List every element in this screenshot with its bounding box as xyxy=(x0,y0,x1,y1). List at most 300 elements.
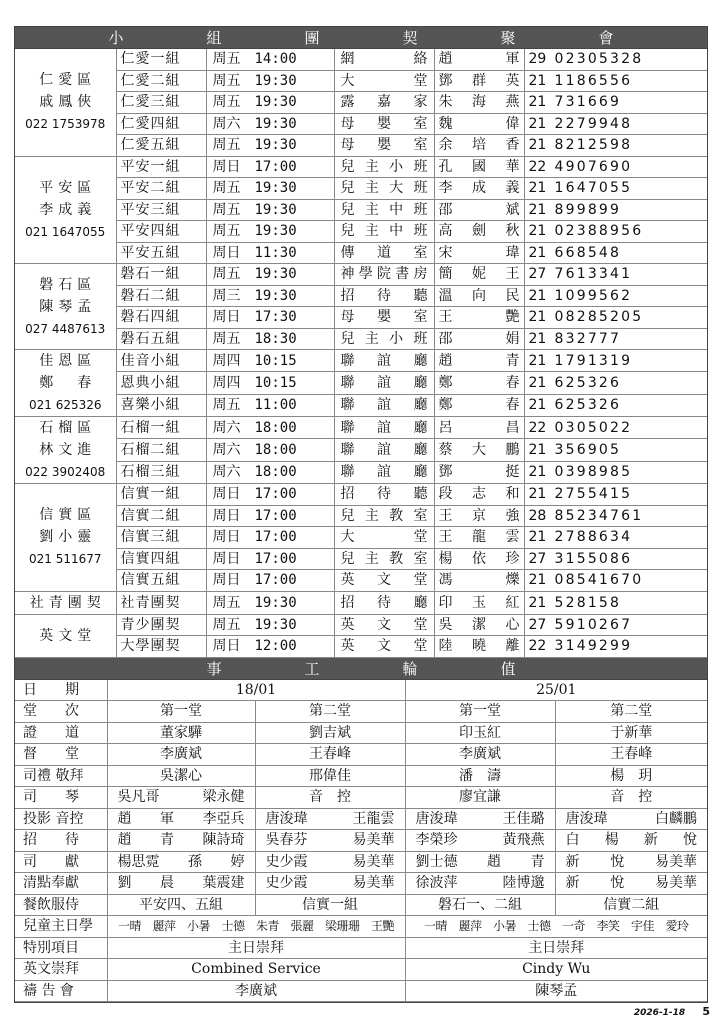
duty-cell-text: 董家驊 xyxy=(160,724,202,741)
duty-cell-text: 趙 軍 李亞兵 xyxy=(117,810,245,827)
group-time: 14:00 xyxy=(254,51,297,68)
district-cell xyxy=(15,156,116,264)
group-day: 周六 xyxy=(212,464,241,481)
group-day: 周六 xyxy=(212,441,241,458)
group-phone xyxy=(524,285,707,307)
group-phone xyxy=(524,221,707,243)
duty-cell-text: 楊思霓 孫 婷 xyxy=(117,853,245,870)
group-row xyxy=(15,372,707,394)
phone-prefix: 21 xyxy=(528,287,547,304)
phone-number: 2788634 xyxy=(554,529,633,546)
group-leader-text: 鄭 春 xyxy=(438,374,520,391)
group-row xyxy=(15,394,707,416)
group-schedule xyxy=(206,527,334,549)
phone-number: 02305328 xyxy=(554,51,644,68)
district-name: 石榴區 xyxy=(39,420,97,436)
duty-cell xyxy=(405,851,555,873)
group-schedule xyxy=(206,484,334,506)
phone-number: 899899 xyxy=(554,201,622,218)
group-schedule xyxy=(206,614,334,636)
group-schedule xyxy=(206,307,334,329)
group-leader-text: 魏 偉 xyxy=(438,115,520,132)
group-leader-text: 孔 國 華 xyxy=(438,158,520,175)
group-name: 石榴一組 xyxy=(116,417,206,439)
group-day: 周五 xyxy=(212,223,241,240)
group-name: 磐石二組 xyxy=(116,285,206,307)
group-leader-text: 李 成 義 xyxy=(438,180,520,197)
phone-number: 625326 xyxy=(554,374,622,391)
phone-number: 2755415 xyxy=(554,486,633,503)
group-schedule xyxy=(206,505,334,527)
phone-prefix: 21 xyxy=(528,309,547,326)
group-location-text: 聯 誼 廳 xyxy=(340,374,428,391)
duty-row xyxy=(15,744,707,766)
duty-cell xyxy=(405,722,555,744)
group-location-text: 兒 主 大 班 xyxy=(340,180,428,197)
duty-cell-text: 吳潔心 xyxy=(160,767,202,784)
group-day: 周日 xyxy=(212,550,241,567)
group-name: 恩典小組 xyxy=(116,372,206,394)
group-leader xyxy=(434,307,524,329)
group-location xyxy=(334,113,434,135)
group-name: 社青團契 xyxy=(116,591,206,614)
group-name: 大學團契 xyxy=(116,636,206,658)
group-time: 19:30 xyxy=(254,266,297,283)
phone-number: 4907690 xyxy=(554,158,633,175)
group-time: 10:15 xyxy=(254,374,297,391)
group-phone xyxy=(524,484,707,506)
group-name: 仁愛二組 xyxy=(116,70,206,92)
duty-cell xyxy=(255,873,405,895)
duty-row xyxy=(15,894,707,916)
phone-number: 8212598 xyxy=(554,137,633,154)
group-phone xyxy=(524,156,707,178)
duty-cell xyxy=(107,701,255,723)
group-leader xyxy=(434,461,524,483)
groups-table xyxy=(15,49,707,658)
group-time: 11:30 xyxy=(254,244,297,261)
group-phone xyxy=(524,350,707,372)
duty-label: 日 期 xyxy=(15,680,107,701)
group-name: 信實四組 xyxy=(116,548,206,570)
duty-cell-text: 吳春芬 易美華 xyxy=(265,832,395,849)
group-leader-text: 馮 爍 xyxy=(438,572,520,589)
phone-number: 1647055 xyxy=(554,180,633,197)
duty-row xyxy=(15,722,707,744)
phone-number: 2279948 xyxy=(554,115,633,132)
group-name: 石榴二組 xyxy=(116,439,206,461)
phone-prefix: 21 xyxy=(528,464,547,481)
children-cell: 一晴 麗萍 小暑 士德 朱青 張麗 梁珊珊 王艷 xyxy=(107,916,405,938)
district-cell xyxy=(15,49,116,156)
group-phone xyxy=(524,417,707,439)
group-location xyxy=(334,199,434,221)
group-location-text: 聯 誼 廳 xyxy=(340,441,428,458)
english-cell: Combined Service xyxy=(107,959,405,981)
duty-label: 堂 次 xyxy=(15,701,107,723)
group-phone xyxy=(524,113,707,135)
group-day: 周日 xyxy=(212,309,241,326)
group-schedule xyxy=(206,394,334,416)
phone-prefix: 27 xyxy=(528,266,547,283)
group-time: 17:00 xyxy=(254,529,297,546)
duty-row xyxy=(15,916,707,938)
phone-number: 85234761 xyxy=(554,507,644,524)
group-time: 17:00 xyxy=(254,572,297,589)
group-name: 平安三組 xyxy=(116,199,206,221)
district-name: 信實區 xyxy=(39,507,97,524)
group-name: 磐石一組 xyxy=(116,264,206,286)
group-location xyxy=(334,49,434,70)
phone-number: 02388956 xyxy=(554,223,644,240)
district-phone: 022 3902408 xyxy=(25,465,106,479)
group-leader-text: 鄧 群 英 xyxy=(438,72,520,89)
group-leader-text: 朱 海 燕 xyxy=(438,94,520,111)
duty-cell-text: 劉士德 趙 青 xyxy=(415,853,545,870)
group-schedule xyxy=(206,417,334,439)
group-location xyxy=(334,328,434,350)
group-leader-text: 呂 昌 xyxy=(438,419,520,436)
group-row xyxy=(15,505,707,527)
group-leader xyxy=(434,484,524,506)
group-name: 平安四組 xyxy=(116,221,206,243)
group-phone xyxy=(524,394,707,416)
duty-date: 18/01 xyxy=(107,680,405,701)
group-row xyxy=(15,328,707,350)
duty-date: 25/01 xyxy=(405,680,707,701)
duty-cell-text: 劉 晨 葉震建 xyxy=(117,875,245,892)
group-location xyxy=(334,92,434,114)
group-time: 19:30 xyxy=(254,180,297,197)
group-location xyxy=(334,461,434,483)
group-leader-text: 楊 依 珍 xyxy=(438,550,520,567)
group-location-text: 母 嬰 室 xyxy=(340,115,428,132)
group-phone xyxy=(524,548,707,570)
english-cell: Cindy Wu xyxy=(405,959,707,981)
group-location-text: 兒 主 中 班 xyxy=(340,201,428,218)
group-time: 19:30 xyxy=(254,72,297,89)
duty-cell xyxy=(255,851,405,873)
duty-cell-text: 邢偉佳 xyxy=(309,767,351,784)
group-day: 周日 xyxy=(212,638,241,655)
group-schedule xyxy=(206,156,334,178)
duty-cell xyxy=(405,744,555,766)
phone-prefix: 22 xyxy=(528,419,547,436)
groups-section-title: 小 組 團 契 聚 會 xyxy=(15,27,707,49)
group-row xyxy=(15,548,707,570)
group-row xyxy=(15,570,707,592)
duty-label: 兒童主日學 xyxy=(15,916,107,938)
district-cell xyxy=(15,417,116,484)
duty-cell-text: 王春峰 xyxy=(610,746,653,763)
group-schedule xyxy=(206,92,334,114)
group-location xyxy=(334,570,434,592)
group-leader xyxy=(434,328,524,350)
district-name: 仁愛區 xyxy=(39,72,97,89)
duty-cell-text: 音 控 xyxy=(610,789,653,806)
duty-cell-text: 潘 濤 xyxy=(459,767,502,784)
group-location-text: 神 學 院 書 房 xyxy=(340,266,428,283)
group-location xyxy=(334,135,434,157)
group-location-text: 英 文 堂 xyxy=(340,638,428,655)
group-time: 19:30 xyxy=(254,594,297,611)
duty-cell xyxy=(555,787,707,809)
group-name: 信實一組 xyxy=(116,484,206,506)
duty-cell xyxy=(555,744,707,766)
group-day: 周五 xyxy=(212,266,241,283)
group-phone xyxy=(524,614,707,636)
group-location xyxy=(334,264,434,286)
page-number: 5 xyxy=(702,1005,710,1018)
group-leader xyxy=(434,350,524,372)
district-phone: 021 511677 xyxy=(28,552,102,567)
phone-prefix: 21 xyxy=(528,201,547,218)
group-row xyxy=(15,221,707,243)
duty-cell xyxy=(405,873,555,895)
group-row xyxy=(15,113,707,135)
duty-section-title: 事 工 輪 值 xyxy=(15,658,707,680)
group-location xyxy=(334,221,434,243)
group-location xyxy=(334,307,434,329)
group-leader xyxy=(434,527,524,549)
duty-cell xyxy=(107,851,255,873)
prayer-cell: 李廣斌 xyxy=(107,980,405,1002)
duty-cell xyxy=(107,744,255,766)
duty-row xyxy=(15,937,707,959)
group-schedule xyxy=(206,636,334,658)
group-row xyxy=(15,307,707,329)
group-day: 周五 xyxy=(212,397,241,414)
duty-cell-text: 吳凡哥 梁永健 xyxy=(117,789,245,806)
phone-number: 528158 xyxy=(554,594,622,611)
group-name: 信實二組 xyxy=(116,505,206,527)
group-row xyxy=(15,591,707,614)
group-time: 10:15 xyxy=(254,352,297,369)
phone-number: 08541670 xyxy=(554,572,644,589)
group-leader xyxy=(434,614,524,636)
duty-cell xyxy=(555,873,707,895)
group-leader-text: 印 玉 紅 xyxy=(438,594,520,611)
group-day: 周六 xyxy=(212,115,241,132)
group-location-text: 兒 主 中 班 xyxy=(340,223,428,240)
district-leader: 戚鳳俠 xyxy=(39,94,97,111)
duty-cell xyxy=(555,830,707,852)
phone-prefix: 21 xyxy=(528,529,547,546)
duty-cell xyxy=(107,765,255,787)
duty-cell-text: 史少霞 易美華 xyxy=(265,875,395,892)
group-phone xyxy=(524,242,707,264)
group-location xyxy=(334,350,434,372)
phone-number: 625326 xyxy=(554,397,622,414)
phone-prefix: 27 xyxy=(528,616,547,633)
group-schedule xyxy=(206,285,334,307)
duty-cell-text: 李榮珍 黃飛燕 xyxy=(415,832,545,849)
duty-cell-text: 劉吉斌 xyxy=(309,724,351,741)
phone-prefix: 21 xyxy=(528,594,547,611)
group-location xyxy=(334,156,434,178)
group-location-text: 招 待 廳 xyxy=(340,594,428,611)
group-location xyxy=(334,394,434,416)
group-phone xyxy=(524,505,707,527)
group-location-text: 大 堂 xyxy=(340,529,428,546)
district-leader: 李成義 xyxy=(39,201,97,218)
group-row xyxy=(15,484,707,506)
group-leader-text: 陸 曉 離 xyxy=(438,638,520,655)
group-day: 周日 xyxy=(212,572,241,589)
group-location xyxy=(334,505,434,527)
page-footer xyxy=(634,1005,710,1018)
duty-label: 招 待 xyxy=(15,830,107,852)
group-schedule xyxy=(206,264,334,286)
group-leader xyxy=(434,417,524,439)
group-name: 仁愛三組 xyxy=(116,92,206,114)
group-leader-text: 余 培 香 xyxy=(438,137,520,154)
group-name: 信實五組 xyxy=(116,570,206,592)
group-name: 仁愛四組 xyxy=(116,113,206,135)
duty-cell xyxy=(107,808,255,830)
group-location xyxy=(334,178,434,200)
duty-cell-text: 第一堂 xyxy=(160,703,202,720)
group-leader-text: 王 京 強 xyxy=(438,507,520,524)
duty-row xyxy=(15,980,707,1002)
phone-prefix: 21 xyxy=(528,572,547,589)
duty-cell xyxy=(107,722,255,744)
duty-cell-text: 史少霞 易美華 xyxy=(265,853,395,870)
duty-label: 禱 告 會 xyxy=(15,980,107,1002)
group-location-text: 兒 主 小 班 xyxy=(340,158,428,175)
group-time: 19:30 xyxy=(254,223,297,240)
catering-cell: 信實一組 xyxy=(255,894,405,916)
group-leader-text: 鄭 春 xyxy=(438,397,520,414)
duty-cell-text: 新 悅 易美華 xyxy=(565,853,698,870)
group-schedule xyxy=(206,242,334,264)
duty-table xyxy=(15,680,707,1003)
group-leader xyxy=(434,636,524,658)
phone-number: 0398985 xyxy=(554,464,633,481)
duty-cell-text: 廖宜謙 xyxy=(459,789,502,806)
group-row xyxy=(15,92,707,114)
duty-row xyxy=(15,680,707,701)
duty-cell-text: 白 楊 新 悅 xyxy=(565,832,698,849)
group-day: 周日 xyxy=(212,507,241,524)
group-leader xyxy=(434,285,524,307)
group-phone xyxy=(524,199,707,221)
phone-number: 5910267 xyxy=(554,616,633,633)
duty-row xyxy=(15,808,707,830)
footer-date: 2026-1-18 xyxy=(633,1008,686,1018)
group-phone xyxy=(524,264,707,286)
district-cell xyxy=(15,614,116,657)
group-day: 周五 xyxy=(212,201,241,218)
phone-prefix: 22 xyxy=(528,638,547,655)
group-row xyxy=(15,264,707,286)
group-row xyxy=(15,199,707,221)
phone-number: 731669 xyxy=(554,94,622,111)
group-location xyxy=(334,614,434,636)
phone-prefix: 21 xyxy=(528,397,547,414)
group-location-text: 母 嬰 室 xyxy=(340,137,428,154)
phone-prefix: 21 xyxy=(528,115,547,132)
phone-number: 668548 xyxy=(554,244,622,261)
group-day: 周五 xyxy=(212,137,241,154)
district-name: 磐石區 xyxy=(39,276,97,293)
duty-row xyxy=(15,787,707,809)
phone-prefix: 21 xyxy=(528,244,547,261)
duty-row xyxy=(15,701,707,723)
group-row xyxy=(15,156,707,178)
group-phone xyxy=(524,439,707,461)
duty-cell xyxy=(107,873,255,895)
group-location xyxy=(334,439,434,461)
phone-prefix: 21 xyxy=(528,137,547,154)
group-phone xyxy=(524,49,707,70)
group-schedule xyxy=(206,461,334,483)
group-day: 周日 xyxy=(212,486,241,503)
district-cell xyxy=(15,484,116,592)
group-location-text: 英 文 堂 xyxy=(340,616,428,633)
group-leader xyxy=(434,372,524,394)
group-name: 信實三組 xyxy=(116,527,206,549)
group-location xyxy=(334,242,434,264)
phone-number: 1186556 xyxy=(554,72,633,89)
group-day: 周五 xyxy=(212,330,241,347)
duty-row xyxy=(15,830,707,852)
duty-cell xyxy=(255,808,405,830)
phone-number: 08285205 xyxy=(554,309,644,326)
group-name: 平安五組 xyxy=(116,242,206,264)
catering-cell: 平安四、五組 xyxy=(107,894,255,916)
group-leader xyxy=(434,49,524,70)
group-location-text: 兒 主 教 室 xyxy=(340,550,428,567)
duty-cell xyxy=(255,744,405,766)
group-day: 周日 xyxy=(212,529,241,546)
group-leader xyxy=(434,439,524,461)
duty-cell-text: 唐浚瑋 白麟鵬 xyxy=(565,810,698,827)
group-schedule xyxy=(206,350,334,372)
group-name: 青少團契 xyxy=(116,614,206,636)
phone-prefix: 21 xyxy=(528,223,547,240)
group-location xyxy=(334,484,434,506)
phone-prefix: 21 xyxy=(528,72,547,89)
duty-cell xyxy=(255,830,405,852)
group-phone xyxy=(524,307,707,329)
district-leader: 劉小靈 xyxy=(39,529,97,546)
duty-label: 證 道 xyxy=(15,722,107,744)
phone-number: 3155086 xyxy=(554,550,633,567)
group-time: 11:00 xyxy=(254,397,297,414)
group-leader-text: 邵 斌 xyxy=(438,201,520,218)
group-day: 周五 xyxy=(212,51,241,68)
group-day: 周四 xyxy=(212,374,241,391)
group-phone xyxy=(524,328,707,350)
prayer-cell: 陳琴孟 xyxy=(405,980,707,1002)
group-phone xyxy=(524,461,707,483)
group-schedule xyxy=(206,135,334,157)
duty-cell xyxy=(555,701,707,723)
duty-cell-text: 楊 玥 xyxy=(610,767,653,784)
group-location-text: 招 待 聽 xyxy=(340,486,428,503)
group-location-text: 聯 誼 廳 xyxy=(340,352,428,369)
children-cell: 一晴 麗萍 小暑 士德 一奇 李笑 宇佳 愛玲 xyxy=(405,916,707,938)
district-phone: 022 1753978 xyxy=(25,117,106,132)
group-leader xyxy=(434,394,524,416)
duty-cell-text: 第二堂 xyxy=(610,703,653,720)
group-phone xyxy=(524,178,707,200)
group-location xyxy=(334,417,434,439)
phone-prefix: 21 xyxy=(528,352,547,369)
duty-row xyxy=(15,959,707,981)
group-row xyxy=(15,242,707,264)
